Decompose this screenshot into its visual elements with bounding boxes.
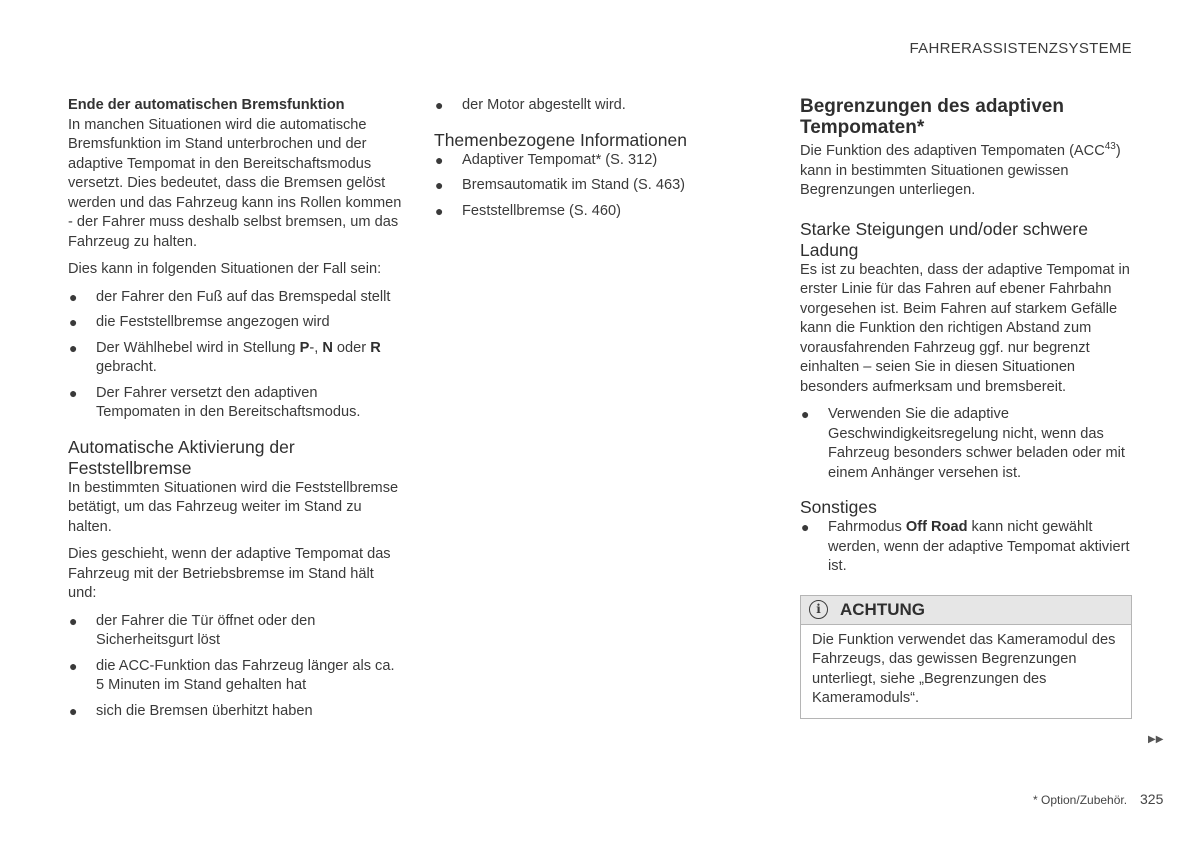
bullet-list (68, 288, 403, 423)
list-item-text: der Fahrer den Fuß auf das Bremspedal stellt (96, 288, 391, 305)
paragraph: Es ist zu beachten, dass der adaptive Tempomat in erster Linie für das Fahren auf ebener Fahrbahn vorgesehen ist. Beim Fahren auf starkem Gefälle kann die Funktion den richtigen Abstand zum vorausfahrenden Fahrzeug ggf. nur begrenzt einhalten – seien Sie in diesen Situationen besonders aufmerksam und bremsbereit. (800, 261, 1130, 395)
list-item-text: die ACC-Funktion das Fahrzeug länger als ca. 5 Minuten im Stand gehalten hat (96, 657, 395, 693)
column-right (800, 96, 1132, 719)
section-heading-slopes: Starke Steigungen und/oder schwere Ladung (800, 218, 1088, 260)
column-middle (434, 96, 734, 227)
list-item-text: Fahrmodus Off Road kann nicht gewählt werden, wenn der adaptive Tempomat aktiviert ist. (828, 519, 1130, 574)
bullet-icon: ● (435, 177, 444, 193)
warning-title: ACHTUNG (840, 599, 925, 619)
bullet-icon: ● (69, 657, 78, 674)
list-item (68, 702, 403, 722)
warning-header (801, 596, 1131, 625)
list-item (68, 384, 403, 423)
list-item (800, 405, 1132, 483)
related-links-list (434, 151, 734, 222)
list-item[interactable] (434, 151, 734, 171)
warning-box (800, 595, 1132, 719)
paragraph: Dies kann in folgenden Situationen der Fall sein: (68, 261, 382, 277)
section-heading-parking-brake: Automatische Aktivierung der Feststellbremse (68, 436, 295, 478)
bullet-icon: ● (69, 702, 78, 719)
column-left (68, 96, 403, 727)
option-footnote: * Option/Zubehör. (1033, 793, 1128, 807)
related-link[interactable]: Adaptiver Tempomat* (S. 312) (462, 151, 658, 168)
bullet-list (68, 612, 403, 722)
bullet-icon: ● (69, 339, 78, 356)
list-item-text: die Feststellbremse angezogen wird (96, 314, 330, 330)
bullet-icon: ● (435, 202, 444, 219)
bullet-icon: ● (69, 612, 78, 629)
related-info-heading: Themenbezogene Informationen (434, 129, 687, 150)
bullet-list (434, 96, 734, 116)
list-item-text: sich die Bremsen überhitzt haben (96, 702, 313, 719)
bullet-icon: ● (69, 314, 78, 330)
gear-r: R (370, 339, 381, 356)
paragraph: In bestimmten Situationen wird die Feststellbremse betätigt, um das Fahrzeug weiter im Stand zu halten. (68, 479, 399, 535)
list-item (68, 657, 403, 696)
footnote-ref: 43 (1104, 141, 1116, 153)
gear-p: P (299, 339, 310, 356)
bullet-icon: ● (69, 384, 78, 401)
section-heading-brake-end: Ende der automatischen Bremsfunktion (68, 97, 345, 113)
list-item (68, 288, 403, 308)
paragraph: Dies geschieht, wenn der adaptive Tempomat das Fahrzeug mit der Betriebsbremse im Stand hält und: (68, 546, 391, 601)
continue-arrows-icon: ▶▶ (1148, 734, 1164, 745)
paragraph: Die Funktion des adaptiven Tempomaten (ACC$^{43}$) kann in bestimmten Situationen gewissen Begrenzungen unterliegen. (800, 141, 1121, 198)
list-item-text: Der Fahrer versetzt den adaptiven Tempomaten in den Bereitschaftsmodus. (96, 384, 361, 420)
bullet-icon: ● (435, 97, 444, 113)
gear-n: N (322, 339, 333, 356)
list-item (434, 96, 734, 116)
drive-mode-name: Off Road (905, 519, 968, 535)
list-item-text: der Fahrer die Tür öffnet oder den Sicherheitsgurt löst (96, 612, 316, 648)
page-section-title: Begrenzungen des adaptiven Tempomaten* (800, 96, 1064, 138)
related-link[interactable]: Bremsautomatik im Stand (S. 463) (462, 177, 686, 193)
list-item (68, 339, 403, 378)
list-item[interactable] (434, 202, 734, 222)
section-heading-misc: Sonstiges (800, 497, 877, 517)
chapter-title: FAHRERASSISTENZSYSTEME (909, 40, 1132, 57)
warning-text: Die Funktion verwendet das Kameramodul des Fahrzeugs, das gewissen Begrenzungen unterliegt, siehe „Begrenzungen des Kameramoduls“. (812, 631, 1116, 706)
bullet-icon: ● (435, 151, 444, 168)
list-item-text: der Motor abgestellt wird. (462, 97, 626, 113)
list-item-text: Der Wählhebel wird in Stellung P-, N oder R gebracht. (96, 339, 381, 375)
list-item[interactable] (434, 176, 734, 196)
list-item (68, 612, 403, 651)
info-icon: i (809, 600, 828, 619)
bullet-icon: ● (801, 519, 810, 535)
bullet-icon: ● (801, 406, 810, 422)
list-item-text: Verwenden Sie die adaptive Geschwindigkeitsregelung nicht, wenn das Fahrzeug besonders schwer beladen oder mit einem Anhänger versehen ist. (828, 406, 1125, 481)
list-item (800, 518, 1132, 577)
page-number: 325 (1140, 791, 1164, 807)
bullet-icon: ● (69, 288, 78, 305)
bullet-list (800, 405, 1132, 483)
list-item (68, 313, 403, 333)
bullet-list (800, 518, 1132, 577)
related-link[interactable]: Feststellbremse (S. 460) (462, 202, 621, 219)
paragraph: In manchen Situationen wird die automatische Bremsfunktion im Stand unterbrochen und der adaptive Tempomat in den Bereitschaftsmodus versetzt. Dies bedeutet, dass die Bremsen gelöst werden und das Fahrzeug kann ins Rollen kommen - der Fahrer muss deshalb selbst bremsen, um das Fahrzeug zu halten. (68, 116, 402, 250)
